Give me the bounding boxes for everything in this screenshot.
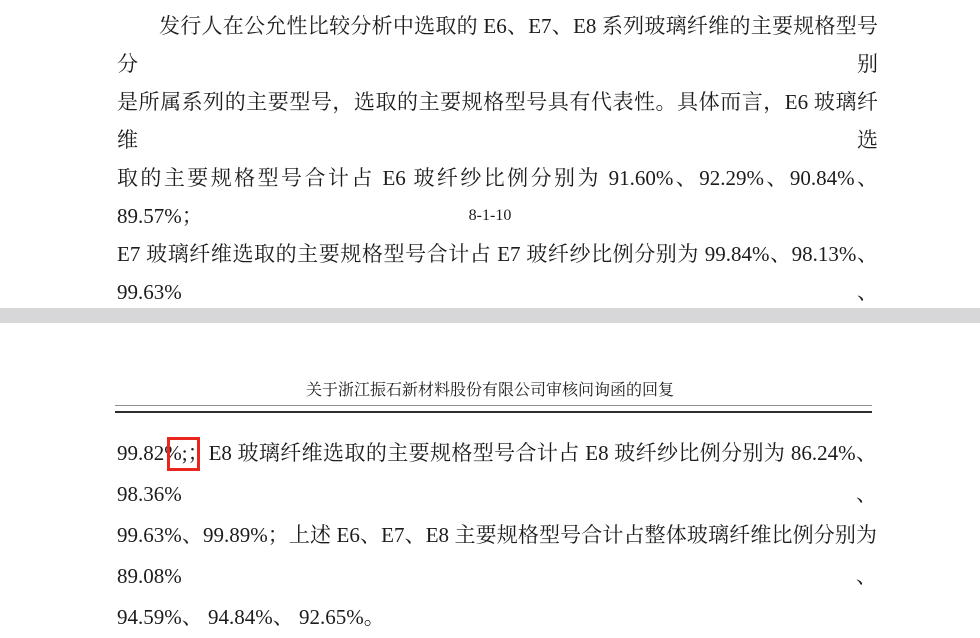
page-2	[0, 323, 980, 629]
page-break-separator	[0, 308, 980, 323]
paragraph-line: 99.63%、99.89%；上述 E6、E7、E8 主要规格型号合计占整体玻璃纤维比例分别为 89.08%、	[117, 523, 877, 588]
page-number: 8-1-10	[468, 207, 512, 224]
page-header-title: 关于浙江振石新材料股份有限公司审核问询函的回复	[305, 382, 674, 399]
page1-paragraph	[117, 7, 878, 311]
paragraph-line: E7 玻璃纤维选取的主要规格型号合计占 E7 玻纤纱比例分别为 99.84%、98.13%、99.63%、	[117, 242, 878, 304]
paragraph-line: 取的主要规格型号合计占 E6 玻纤纱比例分别为 91.60%、92.29%、90.84%、89.57%；	[117, 166, 878, 228]
paragraph-line: 94.59%、 94.84%、 92.65%。	[117, 605, 385, 629]
header-rule-thick	[115, 411, 872, 413]
page2-paragraph	[117, 433, 877, 638]
red-highlight-box	[167, 437, 200, 471]
paragraph-line: 是所属系列的主要型号，选取的主要规格型号具有代表性。具体而言，E6 玻璃纤维选	[117, 90, 878, 152]
paragraph-line: 发行人在公允性比较分析中选取的 E6、E7、E8 系列玻璃纤维的主要规格型号分别	[117, 14, 878, 76]
header-rule-thin	[115, 405, 872, 406]
page-1	[0, 0, 980, 308]
paragraph-line: 99.82%;；E8 玻璃纤维选取的主要规格型号合计占 E8 玻纤纱比例分别为 86.24%、98.36%、	[117, 441, 877, 506]
